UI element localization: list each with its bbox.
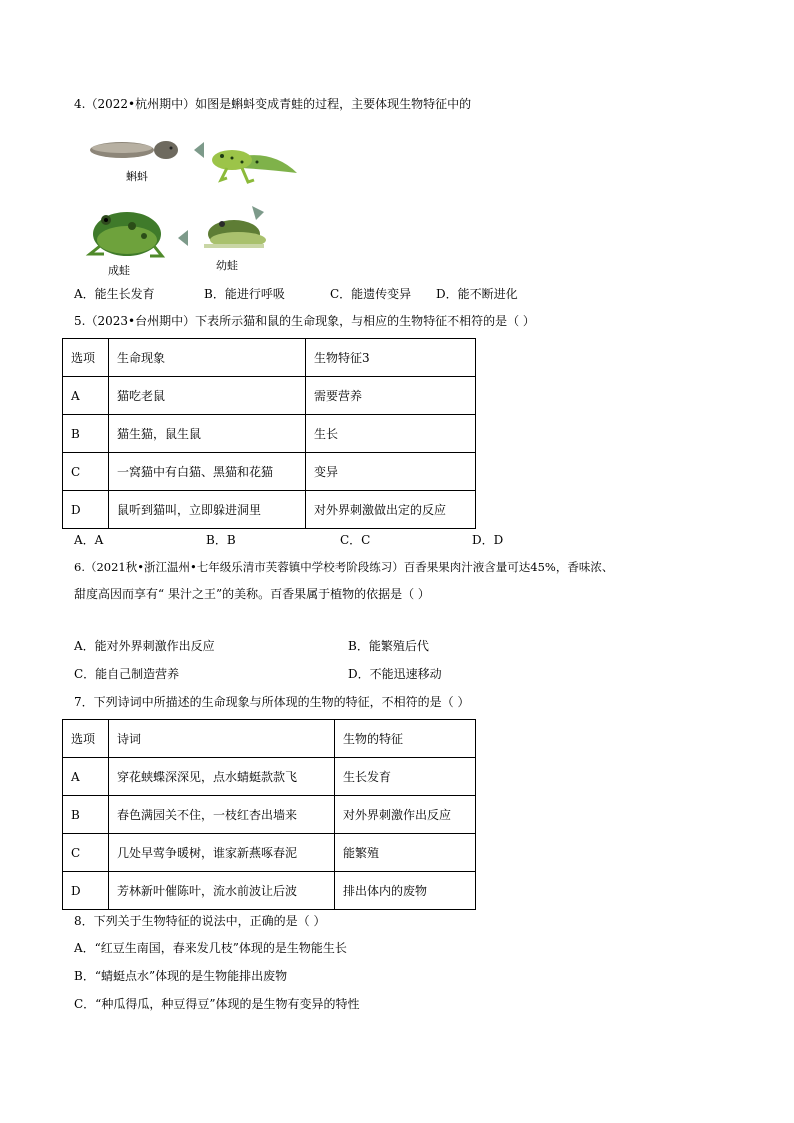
q5-option-a: A．A — [74, 533, 104, 547]
table-cell: 变异 — [306, 453, 476, 491]
q4-option-c: C．能遗传变异 — [330, 287, 412, 301]
q4-option-b: B．能进行呼吸 — [204, 287, 285, 301]
table-cell: 对外界刺激作出反应 — [335, 796, 476, 834]
table-cell: 诗词 — [109, 720, 335, 758]
q8-option-a: A．“红豆生南国，春来发几枝”体现的是生物能生长 — [74, 941, 347, 955]
table-cell: 春色满园关不住，一枝红杏出墙来 — [109, 796, 335, 834]
q8-option-c: C．“种瓜得瓜，种豆得豆”体现的是生物有变异的特性 — [74, 997, 360, 1011]
table-header-row — [63, 339, 476, 377]
table-row — [63, 834, 476, 872]
table-cell: C — [63, 834, 109, 872]
table-cell: 对外界刺激做出定的反应 — [306, 491, 476, 529]
q6-option-c: C．能自己制造营养 — [74, 667, 180, 681]
q7-table — [62, 719, 476, 910]
table-row — [63, 796, 476, 834]
table-cell: 猫吃老鼠 — [109, 377, 306, 415]
q4-option-a: A．能生长发育 — [74, 287, 155, 301]
q6-option-a: A．能对外界刺激作出反应 — [74, 639, 215, 653]
metamorphosis-figure — [82, 128, 312, 278]
q6-option-b: B．能繁殖后代 — [348, 639, 429, 653]
table-cell: 能繁殖 — [335, 834, 476, 872]
table-cell: A — [63, 758, 109, 796]
tadpole-with-legs-image — [212, 150, 297, 182]
table-cell: 生物特征3 — [306, 339, 476, 377]
table-cell: D — [63, 491, 109, 529]
adult-frog-image — [90, 212, 162, 256]
table-cell: 鼠听到猫叫，立即躲进洞里 — [109, 491, 306, 529]
table-row — [63, 758, 476, 796]
tadpole-label: 蝌蚪 — [126, 170, 148, 183]
q5-option-d: D．D — [472, 533, 504, 547]
table-row — [63, 453, 476, 491]
q6-stem-line-2: 甜度高因而享有“ 果汁之王”的美称。百香果属于植物的依据是（ ） — [74, 587, 430, 601]
table-row — [63, 491, 476, 529]
frog-life-cycle-illustration — [82, 128, 312, 278]
table-cell: B — [63, 415, 109, 453]
table-cell: C — [63, 453, 109, 491]
q6-stem-line-1: 6.（2021秋•浙江温州•七年级乐清市芙蓉镇中学校考阶段练习）百香果果肉汁液含量可达45%，香味浓、 — [74, 560, 614, 574]
froglet-label: 幼蛙 — [216, 259, 238, 272]
table-cell: 几处早莺争暖树，谁家新燕啄春泥 — [109, 834, 335, 872]
table-cell: 生命现象 — [109, 339, 306, 377]
table-cell: 穿花蛱蝶深深见，点水蜻蜓款款飞 — [109, 758, 335, 796]
q5-option-b: B．B — [206, 533, 236, 547]
table-row — [63, 872, 476, 910]
q5-stem: 5.（2023•台州期中）下表所示猫和鼠的生命现象，与相应的生物特征不相符的是（ ） — [74, 314, 535, 328]
q7-stem: 7．下列诗词中所描述的生命现象与所体现的生物的特征，不相符的是（ ） — [74, 695, 470, 709]
table-cell: 选项 — [63, 339, 109, 377]
table-row — [63, 377, 476, 415]
q8-stem: 8．下列关于生物特征的说法中，正确的是（ ） — [74, 914, 326, 928]
table-cell: 生长发育 — [335, 758, 476, 796]
q4-option-d: D．能不断进化 — [436, 287, 518, 301]
table-cell: 芳林新叶催陈叶，流水前波让后波 — [109, 872, 335, 910]
table-cell: B — [63, 796, 109, 834]
q8-option-b: B．“蜻蜓点水”体现的是生物能排出废物 — [74, 969, 288, 983]
table-cell: 猫生猫，鼠生鼠 — [109, 415, 306, 453]
table-header-row — [63, 720, 476, 758]
table-cell: 生物的特征 — [335, 720, 476, 758]
table-cell: 选项 — [63, 720, 109, 758]
tadpole-image — [90, 141, 178, 159]
table-cell: 需要营养 — [306, 377, 476, 415]
table-cell: 排出体内的废物 — [335, 872, 476, 910]
froglet-image — [204, 220, 266, 248]
q6-option-d: D．不能迅速移动 — [348, 667, 442, 681]
table-cell: D — [63, 872, 109, 910]
adult-frog-label: 成蛙 — [108, 264, 130, 277]
table-cell: 一窝猫中有白猫、黑猫和花猫 — [109, 453, 306, 491]
q5-table — [62, 338, 476, 529]
table-cell: A — [63, 377, 109, 415]
table-row — [63, 415, 476, 453]
q4-stem: 4.（2022•杭州期中）如图是蝌蚪变成青蛙的过程，主要体现生物特征中的 — [74, 97, 472, 111]
table-cell: 生长 — [306, 415, 476, 453]
q5-option-c: C．C — [340, 533, 371, 547]
